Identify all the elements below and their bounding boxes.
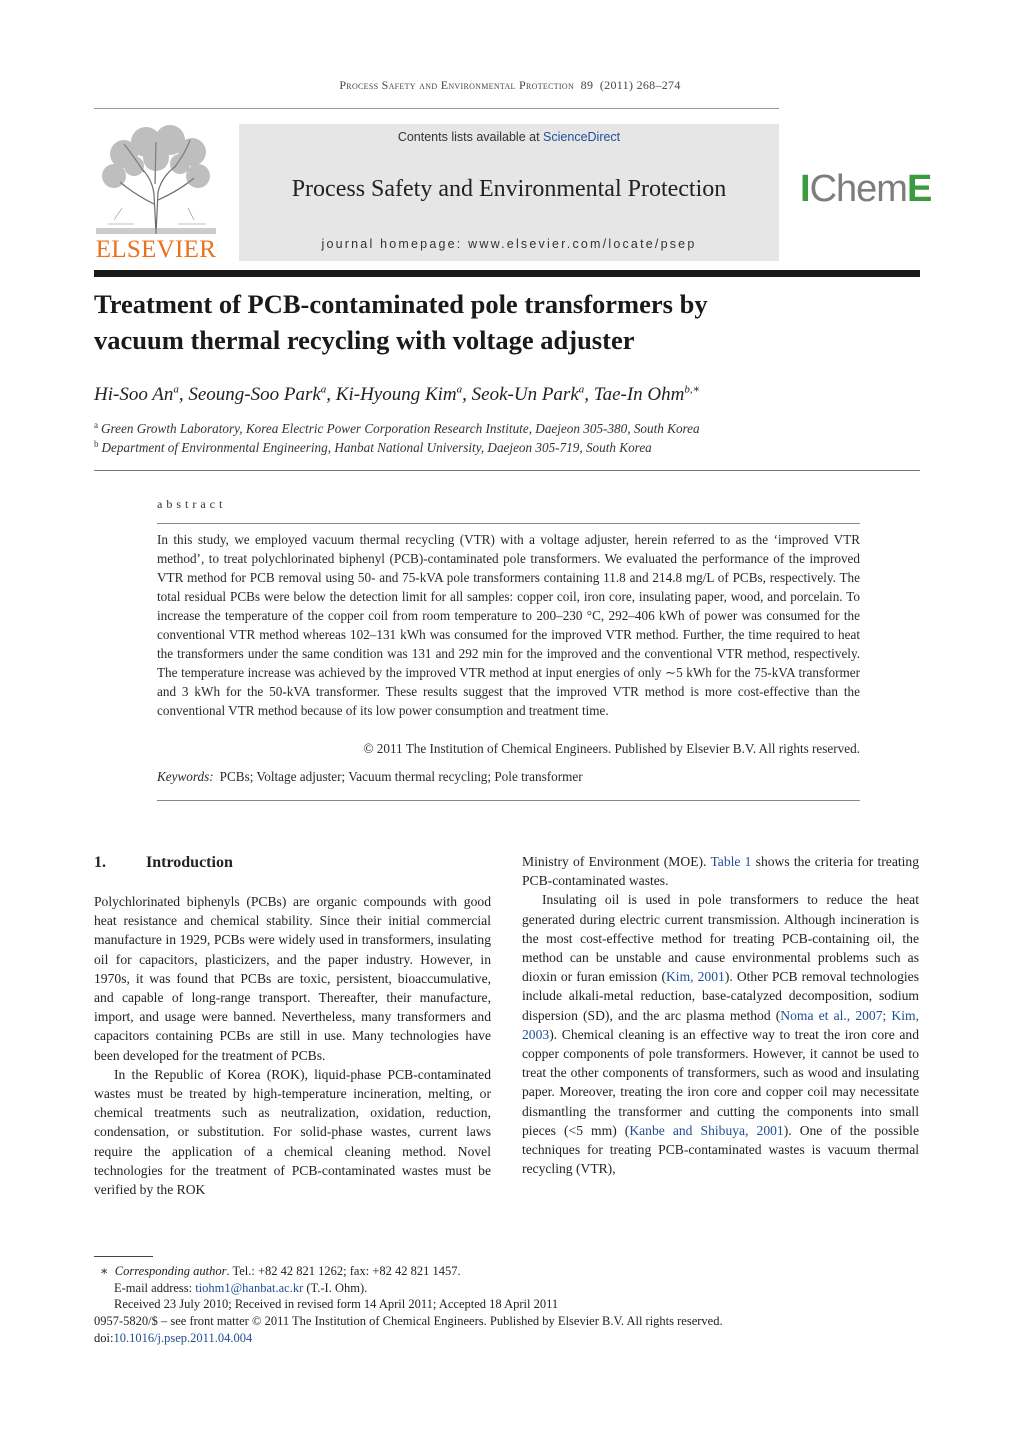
journal-homepage-link[interactable]: journal homepage: www.elsevier.com/locate/psep (321, 237, 697, 251)
received-dates: Received 23 July 2010; Received in revised form 14 April 2011; Accepted 18 April 2011 (114, 1297, 559, 1311)
header-thick-rule (94, 270, 920, 277)
doi-link[interactable]: 10.1016/j.psep.2011.04.004 (113, 1331, 253, 1345)
author-name[interactable]: Seoung-Soo Park (188, 384, 321, 405)
sciencedirect-link[interactable]: ScienceDirect (543, 130, 621, 144)
abstract-copyright: © 2011 The Institution of Chemical Engineers. Published by Elsevier B.V. All rights reserved. (363, 741, 860, 756)
elsevier-wordmark: ELSEVIER (95, 236, 217, 263)
intro-paragraph-4: Insulating oil is used in pole transformers to reduce the heat generated during electric current transmission. Although incineration is the most cost-effective method for treating PCB-containing oil, the method can be unstable and cause environmental problems such as dioxin or furan emission (Kim, 2001). Other PCB removal technologies include alkali-metal reduction, base-catalyzed decomposition, sodium dispersion (SD), and the arc plasma method (Noma et al., 2007; Kim, 2003). Chemical cleaning is an effective way to treat the iron core and copper components of pole transformers. However, it cannot be used to treat the other components of transformers, such as wood and insulating paper. Moreover, treating the iron core and copper coil may necessitate dismantling the transformer and cutting the components into small pieces (<5 mm) (Kanbe and Shibuya, 2001). One of the possible techniques for treating PCB-contaminated wastes is vacuum thermal recycling (VTR), (522, 892, 920, 1177)
author-name[interactable]: Tae-In Ohm (593, 384, 685, 405)
abstract-rule-bottom (157, 800, 860, 801)
section-number: 1. (94, 854, 106, 871)
affiliation-b: $^b$ Department of Environmental Engineering, Hanbat National University, Daejeon 305-719, South Korea (94, 438, 652, 455)
keywords-label: Keywords: (157, 769, 214, 784)
footnote-rule (94, 1256, 153, 1257)
footnote-corresponding: ∗ Corresponding author. Tel.: +82 42 821 1262; fax: +82 42 821 1457. (100, 1264, 461, 1278)
author-name[interactable]: Hi-Soo An (94, 384, 174, 405)
intro-paragraph-1: Polychlorinated biphenyls (PCBs) are organic compounds with good heat resistance and chemical stability. Since their initial commercial manufacture in 1929, PCBs were widely used in transformers, insulating oil for capacitors, plasticizers, and the paper industry. However, in 1970s, it was found that PCBs are toxic, persistent, bioaccumulative, and capable of long-range transport. Thereafter, their manufacture, import, and usage were banned. Nevertheless, many transformers and capacitors containing PCBs are still in use. Many technologies have been developed for the treatment of PCBs. (94, 894, 491, 1063)
journal-name: Process Safety and Environmental Protection (291, 176, 727, 202)
author-list: Hi-Soo An$^a$, Seoung-Soo Park$^a$, Ki-Hyoung Kim$^a$, Seok-Un Park$^a$, Tae-In Ohm$^{b,∗}$ (94, 383, 701, 405)
abstract-text: In this study, we employed vacuum thermal recycling (VTR) with a voltage adjuster, herein referred to as the ‘improved VTR method’, to treat polychlorinated biphenyl (PCB)-contaminated pole transformers. We evaluated the performance of the improved VTR method for PCB removal using 50- and 75-kVA pole transformers containing 11.8 and 214.8 mg/L of PCBs, respectively. The total residual PCBs were below the detection limit for all samples: copper coil, iron core, insulating paper, wood, and porcelain. To increase the temperature of the copper coil from room temperature to 200–230 °C, 292–406 kWh of power was consumed for the conventional VTR method whereas 102–131 kWh was consumed for the improved VTR method. Further, the time required to heat the transformers under the same condition was 131 and 292 min for the improved and the conventional VTR method, respectively. The temperature increase was achieved by the improved VTR method at input energies of only ∼5 kWh for the 75-kVA transformer and 3 kWh for the 50-kVA transformer. These results suggest that the improved VTR method is more cost-effective than the conventional VTR method because of its low power consumption and treatment time. (157, 532, 860, 718)
author-name[interactable]: Seok-Un Park (471, 384, 579, 405)
article-title: Treatment of PCB-contaminated pole transformers by vacuum thermal recycling with voltage adjuster (94, 289, 708, 355)
abstract-label: abstract (157, 497, 227, 511)
abstract-rule-top (157, 523, 860, 524)
email-link[interactable]: tiohm1@hanbat.ac.kr (195, 1281, 304, 1295)
intro-paragraph-3: Ministry of Environment (MOE). Table 1 shows the criteria for treating PCB-contaminated wastes. (522, 854, 919, 889)
running-head-volume: 89 (580, 78, 594, 92)
contents-prefix: Contents lists available at (397, 130, 540, 144)
running-head (0, 78, 1020, 93)
section-title: Introduction (146, 854, 233, 871)
citation-link[interactable]: Noma et al., 2007; Kim, 2003 (522, 1007, 920, 1042)
intro-paragraph-2: In the Republic of Korea (ROK), liquid-phase PCB-contaminated wastes must be treated by high-temperature incineration, melting, or chemical treatments such as neutralization, oxidation, reduction, condensation, or substitution. For solid-phase wastes, current laws require the application of a chemical cleaning method. Novel technologies for the treatment of PCB-contaminated wastes must be verified by the ROK (94, 1066, 491, 1198)
right-column (522, 852, 919, 1178)
table-1-link[interactable]: Table 1 (710, 854, 752, 869)
running-head-pages: 268–274 (636, 78, 681, 92)
icheme-logo-icon: IChemE (800, 168, 932, 210)
top-rule (94, 108, 779, 109)
affiliation-rule (94, 470, 920, 471)
issn-line: 0957-5820/$ – see front matter © 2011 The Institution of Chemical Engineers. Published by Elsevier B.V. All rights reserved. (94, 1314, 723, 1328)
author-name[interactable]: Ki-Hyoung Kim (335, 384, 457, 405)
running-head-journal: Process Safety and Environmental Protection (339, 78, 575, 92)
keywords (157, 769, 860, 785)
left-column (94, 892, 491, 1199)
affiliation-a: $^a$ Green Growth Laboratory, Korea Electric Power Corporation Research Institute, Daejeon 305-380, South Korea (94, 419, 700, 436)
footnote-email: E-mail address: tiohm1@hanbat.ac.kr (T.-I. Ohm). (114, 1281, 368, 1295)
running-head-year: (2011) (599, 78, 634, 92)
keywords-list: PCBs; Voltage adjuster; Vacuum thermal recycling; Pole transformer (219, 769, 583, 784)
doi-line: doi:10.1016/j.psep.2011.04.004 (94, 1331, 253, 1345)
citation-link[interactable]: Kanbe and Shibuya, 2001 (629, 1122, 784, 1138)
contents-line (239, 130, 779, 144)
citation-link[interactable]: Kim, 2001 (665, 969, 725, 985)
